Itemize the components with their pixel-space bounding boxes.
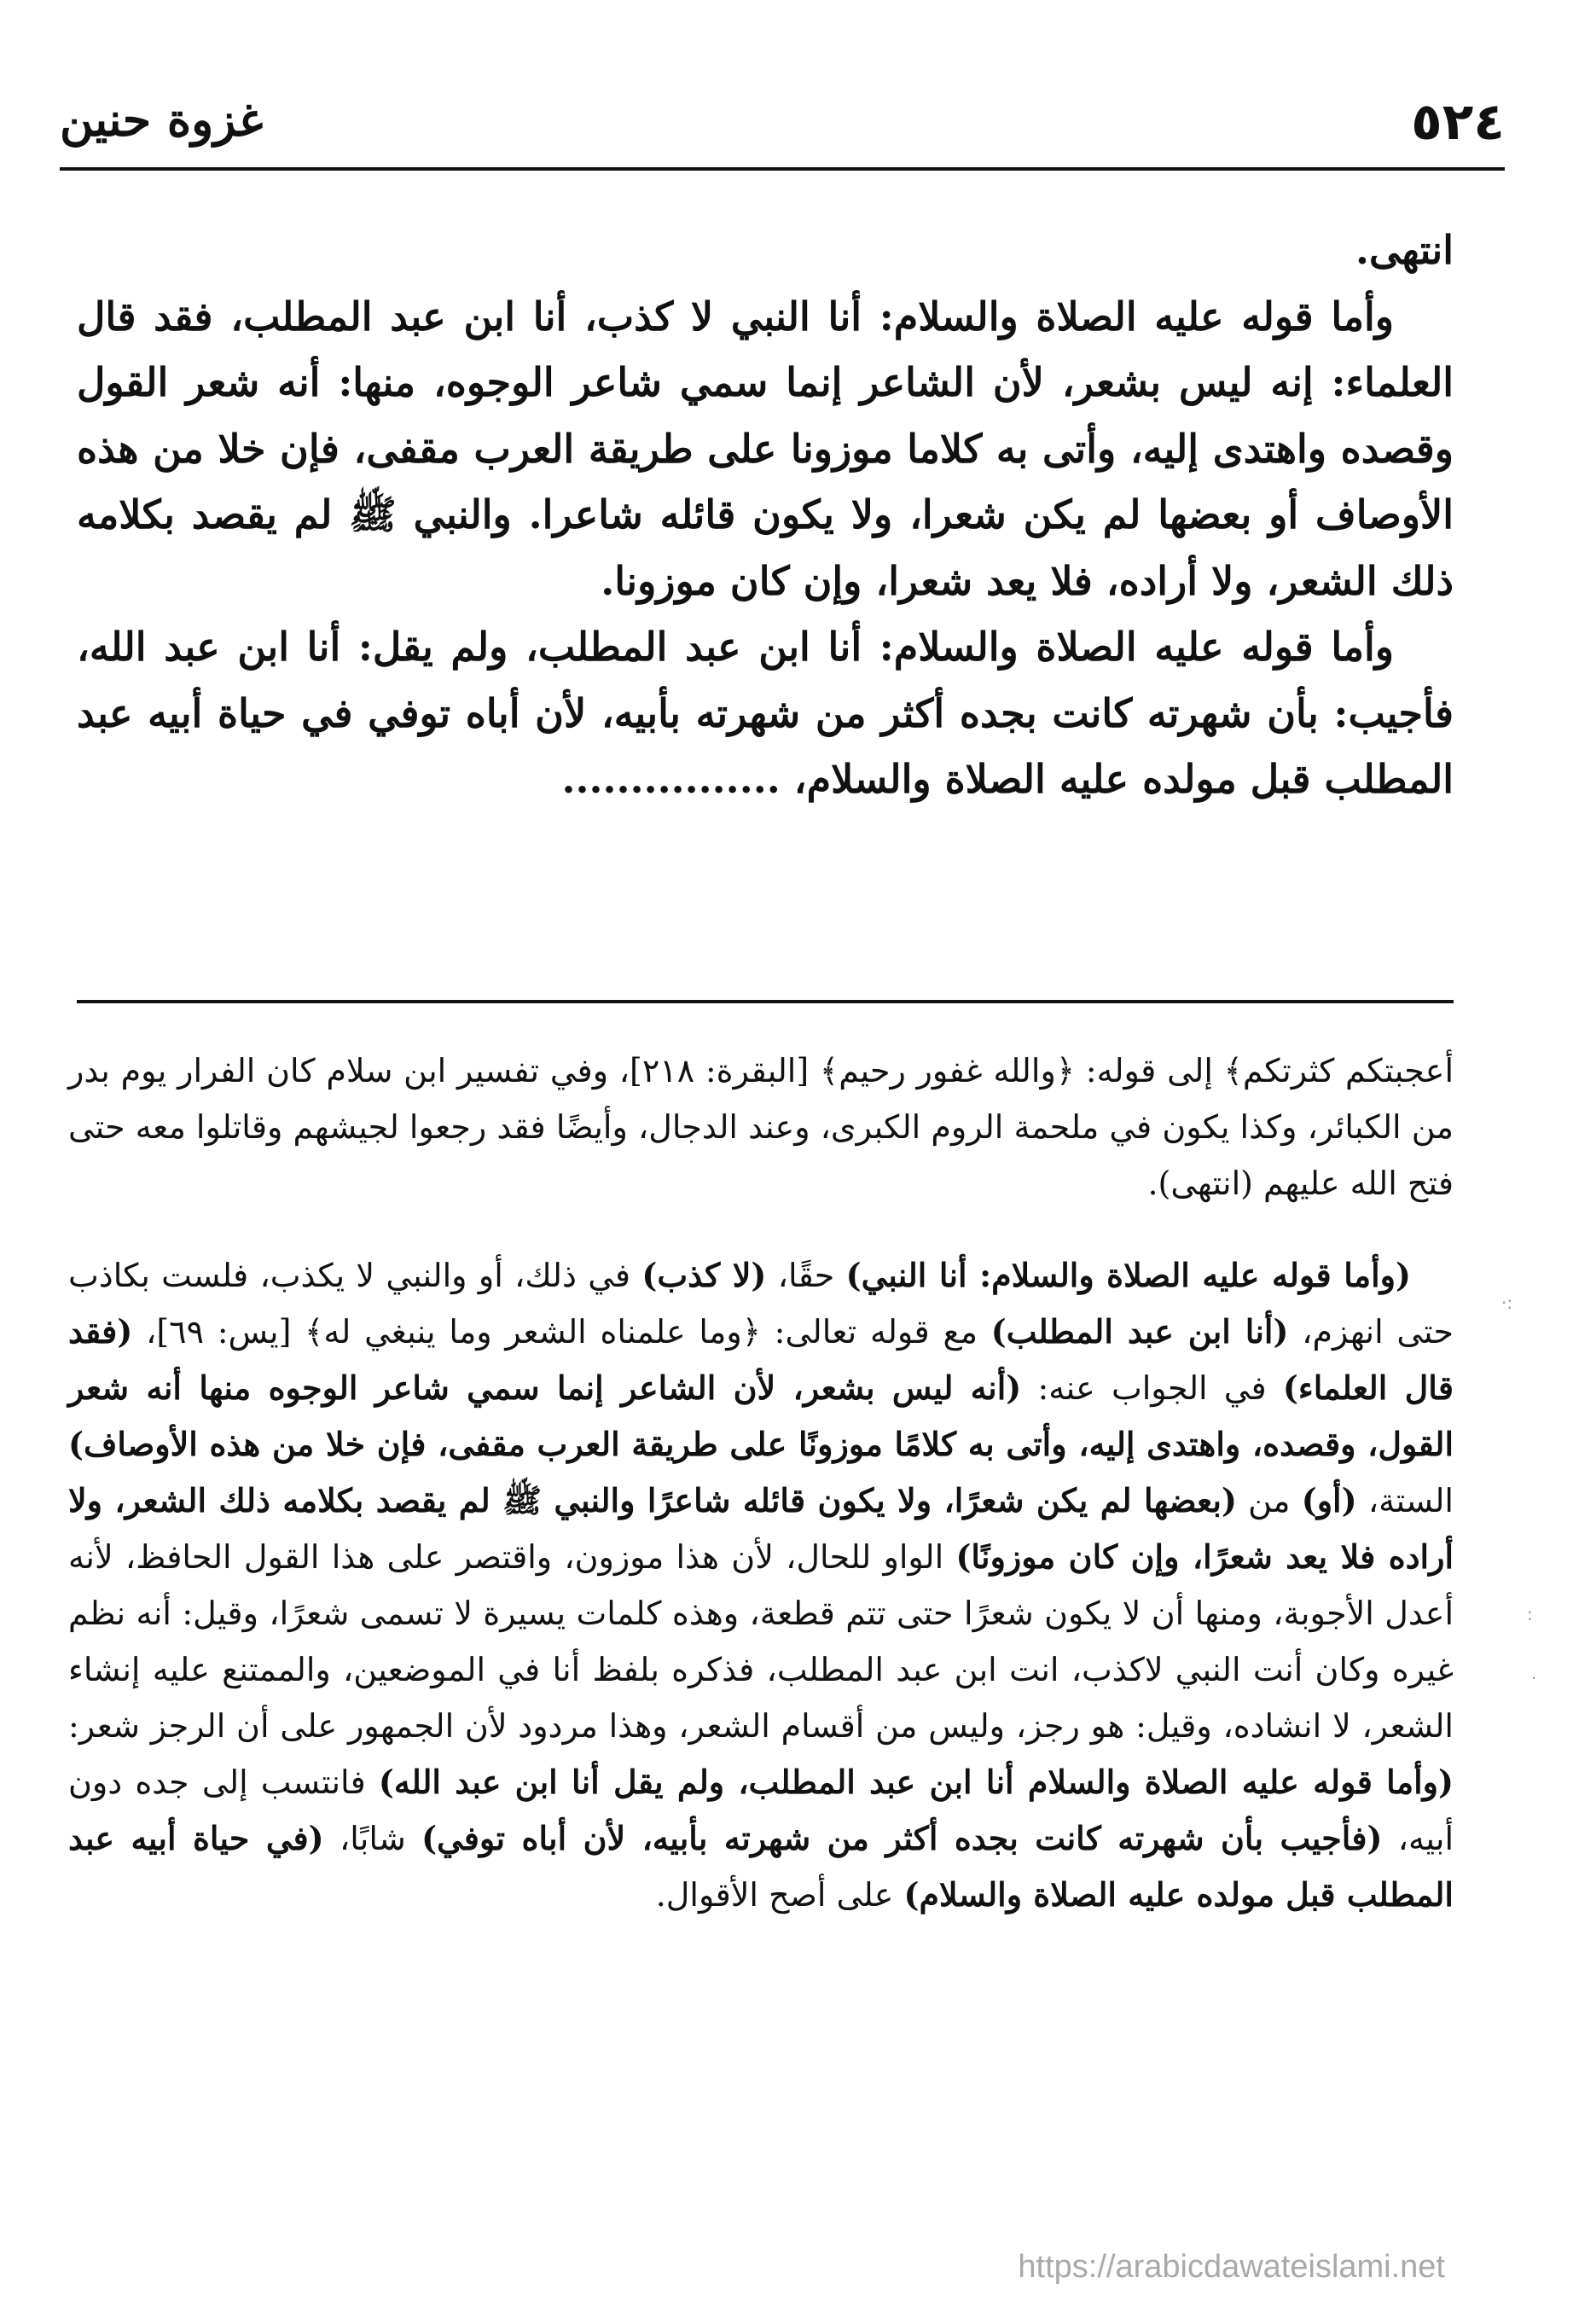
quoted-text: (لا كذب)	[641, 1256, 767, 1294]
footnote-separator	[77, 1000, 1454, 1003]
commentary-text: فانتسب إلى جده دون أبيه،	[68, 1763, 1454, 1857]
commentary-text: من	[1236, 1482, 1302, 1519]
quoted-text: (فأجيب بأن شهرته كانت بجده أكثر من شهرته بأبيه، لأن أباه توفي)	[421, 1819, 1383, 1857]
commentary-text: مع قوله تعالى: ﴿وما علمناه الشعر وما ينبغي له﴾ [يس: ٦٩]،	[132, 1313, 991, 1351]
footnotes	[68, 1043, 1454, 1923]
footnote-paragraph: أعجبتكم كثرتكم﴾ إلى قوله: ﴿والله غفور رحيم﴾ [البقرة: ٢١٨]، وفي تفسير ابن سلام كان الفرار يوم بدر من الكبائر، وكذا يكون في ملحمة الروم الكبرى، وعند الدجال، وأيضًا فقد رجعوا لجيشهم وقاتلوا معه حتى فتح الله عليهم (انتهى).	[68, 1052, 1454, 1202]
main-paragraph: وأما قوله عليه الصلاة والسلام: أنا ابن عبد المطلب، ولم يقل: أنا ابن عبد الله، فأجيب: بأن شهرته كانت بجده أكثر من شهرته بأبيه، لأن أباه توفي في حياة أبيه عبد المطلب قبل مولده عليه الصلاة والسلام، ................	[77, 624, 1454, 802]
commentary-text: على أصح الأقوال.	[655, 1876, 904, 1914]
page-header	[60, 85, 1505, 162]
main-text	[77, 218, 1454, 813]
commentary-text: حقًا،	[766, 1257, 846, 1294]
footnote-commentary	[68, 1247, 1454, 1923]
commentary-text: في الجواب عنه:	[1021, 1369, 1283, 1407]
commentary-text: الواو للحال، لأن هذا موزون، واقتصر على هذا القول الحافظ، لأنه أعدل الأجوبة، ومنها أن لا يكون شعرًا حتى تتم قطعة، وهذه كلمات يسيرة لا تسمى شعرًا، وقيل: أنه نظم غيره وكان أنت النبي لاكذب، انت ابن عبد المطلب، فذكره بلفظ أنا في الموضعين، والممتنع عليه إنشاء الشعر، لا انشاده، وقيل: هو رجز، وليس من أقسام الشعر، وهذا مردود لأن الجمهور على أن الرجز شعر:	[68, 1538, 1454, 1745]
quoted-text: (أنا ابن عبد المطلب)	[990, 1312, 1289, 1351]
watermark-url: https://arabicdawateislami.net	[1018, 2249, 1445, 2285]
margin-speck: ·:	[1501, 1293, 1513, 1313]
quoted-text: (في حياة أبيه عبد المطلب قبل مولده عليه الصلاة والسلام)	[68, 1819, 1454, 1914]
quoted-text: (وأما قوله عليه الصلاة والسلام: أنا النبي)	[845, 1256, 1412, 1294]
quoted-text: (أو)	[1301, 1481, 1357, 1519]
margin-speck: ·	[1531, 1668, 1537, 1688]
margin-speck: :	[1527, 1604, 1533, 1624]
quoted-text: (بعضها لم يكن شعرًا، ولا يكون قائله شاعرًا والنبي ﷺ لم يقصد بكلامه ذلك الشعر، ولا أراده فلا يعد شعرًا، وإن كان موزونًا)	[68, 1481, 1454, 1576]
running-title: غزوة حنين	[60, 92, 264, 147]
page-number: ٥٢٤	[1411, 92, 1505, 152]
commentary-text: في ذلك، أو والنبي لا يكذب، فلست بكاذب حتى انهزم،	[68, 1257, 1454, 1351]
main-paragraph: وأما قوله عليه الصلاة والسلام: أنا النبي لا كذب، أنا ابن عبد المطلب، فقد قال العلماء: إنه ليس بشعر، لأن الشاعر إنما سمي شاعر الوجوه، منها: أنه شعر القول وقصده واهتدى إليه، وأتى به كلاما موزونا على طريقة العرب مقفى، فإن خلا من هذه الأوصاف أو بعضها لم يكن شعرا، ولا يكون قائله شاعرا. والنبي ﷺ لم يقصد بكلامه ذلك الشعر، ولا أراده، فلا يعد شعرا، وإن كان موزونا.	[77, 293, 1454, 604]
quoted-text: (فقد قال العلماء)	[68, 1312, 1454, 1407]
quoted-text: (أنه ليس بشعر، لأن الشاعر إنما سمي شاعر الوجوه منها أنه شعر القول، وقصده، واهتدى إليه، وأتى به كلامًا موزونًا على طريقة العرب مقفى، فإن خلا من هذه الأوصاف)	[68, 1368, 1454, 1463]
commentary-text: الستة،	[1356, 1482, 1454, 1519]
quoted-text: (وأما قوله عليه الصلاة والسلام أنا ابن عبد المطلب، ولم يقل أنا ابن عبد الله)	[378, 1763, 1454, 1801]
main-paragraph: انتهى.	[1355, 227, 1454, 273]
header-rule	[60, 167, 1505, 171]
commentary-text: شابًا،	[323, 1820, 422, 1857]
